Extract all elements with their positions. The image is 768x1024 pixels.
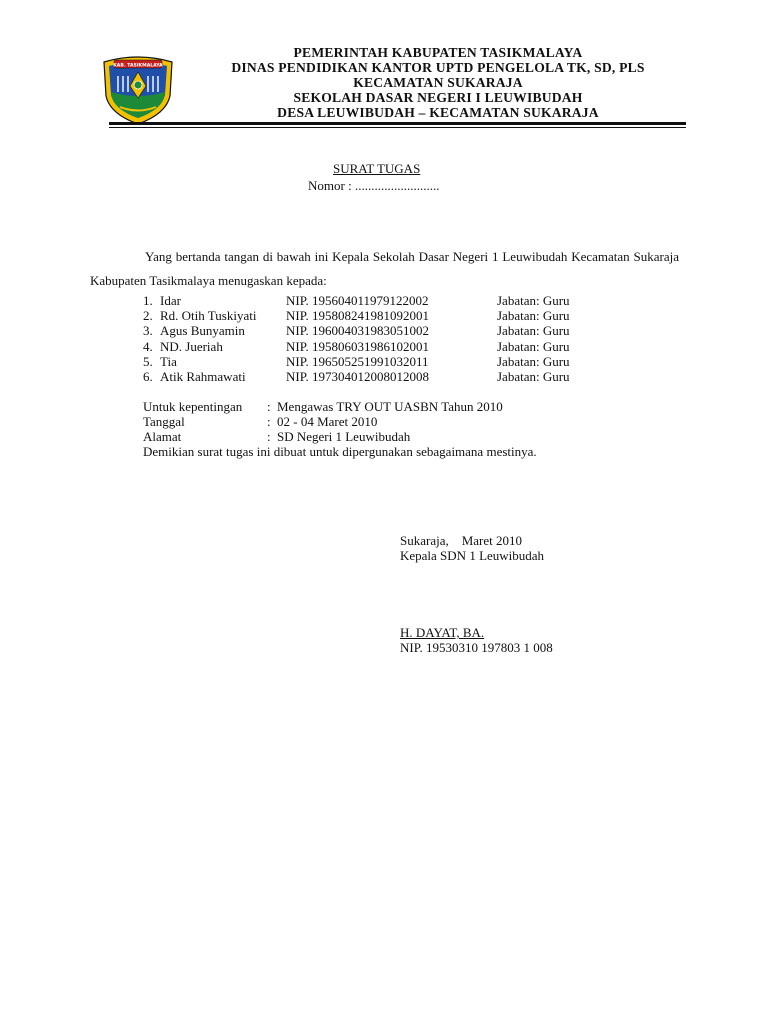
document-number: Nomor : .......................... (308, 178, 440, 193)
staff-nip: NIP. 195604011979122002 (286, 293, 429, 308)
detail-colon: : (267, 429, 271, 444)
staff-number: 1. (143, 293, 153, 308)
letterhead-divider-thick (109, 122, 686, 125)
staff-position: Jabatan: Guru (497, 308, 570, 324)
staff-nip: NIP. 195808241981092001 (286, 308, 430, 324)
staff-name: Agus Bunyamin (160, 323, 245, 339)
closing-statement: Demikian surat tugas ini dibuat untuk dipergunakan sebagaimana mestinya. (143, 444, 537, 459)
letterhead-line-4: SEKOLAH DASAR NEGERI I LEUWIBUDAH (293, 90, 583, 105)
detail-colon: : (267, 399, 271, 414)
detail-label: Tanggal (143, 414, 185, 429)
detail-value: 02 - 04 Maret 2010 (277, 414, 378, 429)
intro-paragraph: Yang bertanda tangan di bawah ini Kepala Sekolah Dasar Negeri 1 Leuwibudah Kecamatan Sukaraja Kabupaten Tasikmalaya menugaskan kepada: (90, 249, 679, 288)
detail-colon: : (267, 414, 271, 429)
logo-banner-text: KAB. TASIKMALAYA (113, 63, 163, 69)
detail-value: Mengawas TRY OUT UASBN Tahun 2010 (277, 399, 503, 414)
staff-nip: NIP. 195806031986102001 (286, 338, 430, 354)
detail-label: Untuk kepentingan (143, 399, 243, 414)
staff-name: Atik Rahmawati (160, 368, 246, 384)
staff-position: Jabatan: Guru (497, 323, 570, 339)
letterhead-line-1: PEMERINTAH KABUPATEN TASIKMALAYA (293, 45, 583, 60)
signatory-nip: NIP. 19530310 197803 1 008 (400, 640, 553, 655)
signature-place-date: Sukaraja, Maret 2010 (400, 533, 523, 548)
staff-number: 4. (143, 338, 153, 354)
staff-number: 3. (143, 323, 153, 339)
detail-label: Alamat (143, 429, 182, 444)
staff-position: Jabatan: Guru (497, 353, 570, 369)
staff-name: Tia (160, 353, 177, 369)
letterhead-line-2: DINAS PENDIDIKAN KANTOR UPTD PENGELOLA TK, SD, PLS (231, 60, 645, 75)
staff-position: Jabatan: Guru (497, 368, 570, 384)
detail-row (143, 429, 537, 444)
staff-position: Jabatan: Guru (497, 293, 570, 308)
kabupaten-logo-icon (100, 52, 176, 126)
detail-row (143, 414, 537, 429)
assignment-details (143, 399, 537, 459)
staff-name: ND. Jueriah (160, 338, 223, 354)
staff-name: Rd. Otih Tuskiyati (160, 308, 257, 324)
staff-name: Idar (160, 293, 181, 308)
staff-position: Jabatan: Guru (497, 338, 570, 354)
letterhead-line-3: KECAMATAN SUKARAJA (353, 75, 523, 90)
letterhead-line-5: DESA LEUWIBUDAH – KECAMATAN SUKARAJA (277, 105, 599, 120)
letterhead (180, 45, 696, 120)
staff-number: 6. (143, 368, 153, 384)
detail-value: SD Negeri 1 Leuwibudah (277, 429, 411, 444)
signatory-name: H. DAYAT, BA. (400, 625, 485, 640)
staff-nip: NIP. 197304012008012008 (286, 368, 430, 384)
detail-row (143, 399, 537, 414)
letterhead-divider-thin (109, 127, 686, 128)
signature-position: Kepala SDN 1 Leuwibudah (400, 548, 545, 563)
document-title: SURAT TUGAS (333, 161, 421, 176)
staff-nip: NIP. 196505251991032011 (286, 353, 429, 369)
staff-nip: NIP. 196004031983051002 (286, 323, 430, 339)
staff-number: 2. (143, 308, 153, 324)
staff-number: 5. (143, 353, 153, 369)
